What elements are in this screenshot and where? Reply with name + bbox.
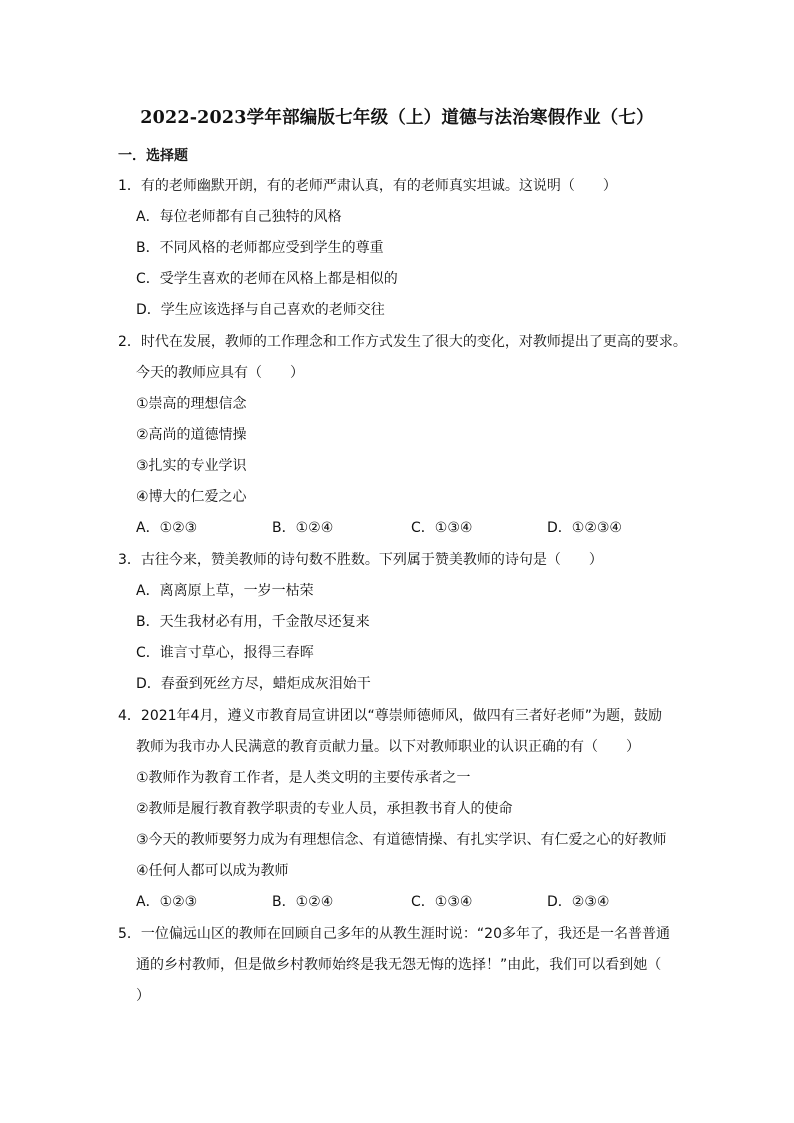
question-2-stem-line-1: 2．时代在发展，教师的工作理念和工作方式发生了很大的变化，对教师提出了更高的要求。: [118, 334, 687, 350]
question-4-option-c: C．①③④: [411, 894, 473, 910]
question-1-option-b: B．不同风格的老师都应受到学生的尊重: [136, 240, 384, 256]
question-4-stem-line-1: 4．2021年4月，遵义市教育局宣讲团以“尊崇师德师风，做四有三者好老师”为题，鼓励: [118, 708, 662, 724]
question-5-stem-line-1: 5．一位偏远山区的教师在回顾自己多年的从教生涯时说：“20多年了，我还是一名普普通: [118, 926, 670, 942]
question-1-stem: 1．有的老师幽默开朗，有的老师严肃认真，有的老师真实坦诚。这说明（ ）: [118, 178, 617, 194]
question-3-stem: 3．古往今来，赞美教师的诗句数不胜数。下列属于赞美教师的诗句是（ ）: [118, 552, 603, 568]
question-4-stem-line-2: 教师为我市办人民满意的教育贡献力量。以下对教师职业的认识正确的有（ ）: [136, 739, 640, 755]
question-5-stem-line-2: 通的乡村教师，但是做乡村教师始终是我无怨无悔的选择！”由此，我们可以看到她（: [136, 957, 662, 973]
question-1-option-c: C．受学生喜欢的老师在风格上都是相似的: [136, 271, 398, 287]
question-3-option-d: D．春蚕到死丝方尽，蜡炬成灰泪始干: [136, 676, 371, 692]
question-2-item-4: ④博大的仁爱之心: [136, 489, 247, 505]
question-2-option-d: D．①②③④: [547, 520, 622, 536]
question-4-item-2: ②教师是履行教育教学职责的专业人员，承担教书育人的使命: [136, 801, 513, 817]
question-3-option-a: A．离离原上草，一岁一枯荣: [136, 583, 314, 599]
question-2-item-2: ②高尚的道德情操: [136, 427, 247, 443]
question-1-option-a: A．每位老师都有自己独特的风格: [136, 209, 342, 225]
question-3-option-c: C．谁言寸草心，报得三春晖: [136, 645, 314, 661]
page-title: 2022-2023学年部编版七年级（上）道德与法治寒假作业（七）: [140, 108, 654, 128]
question-2-item-1: ①崇高的理想信念: [136, 396, 247, 412]
question-2-option-a: A．①②③: [136, 520, 198, 536]
question-4-option-d: D．②③④: [547, 894, 610, 910]
question-2-option-b: B．①②④: [272, 520, 334, 536]
question-4-item-4: ④任何人都可以成为教师: [136, 863, 289, 879]
question-2-option-c: C．①③④: [411, 520, 473, 536]
question-2-stem-line-2: 今天的教师应具有（ ）: [136, 365, 304, 381]
question-5-stem-line-3: ）: [136, 988, 150, 1004]
question-3-option-b: B．天生我材必有用，千金散尽还复来: [136, 614, 370, 630]
question-4-option-b: B．①②④: [272, 894, 334, 910]
question-1-option-d: D．学生应该选择与自己喜欢的老师交往: [136, 302, 385, 318]
question-4-item-3: ③今天的教师要努力成为有理想信念、有道德情操、有扎实学识、有仁爱之心的好教师: [136, 832, 667, 848]
question-2-item-3: ③扎实的专业学识: [136, 458, 247, 474]
question-4-item-1: ①教师作为教育工作者，是人类文明的主要传承者之一: [136, 770, 471, 786]
question-4-option-a: A．①②③: [136, 894, 198, 910]
section-heading: 一．选择题: [118, 148, 188, 164]
